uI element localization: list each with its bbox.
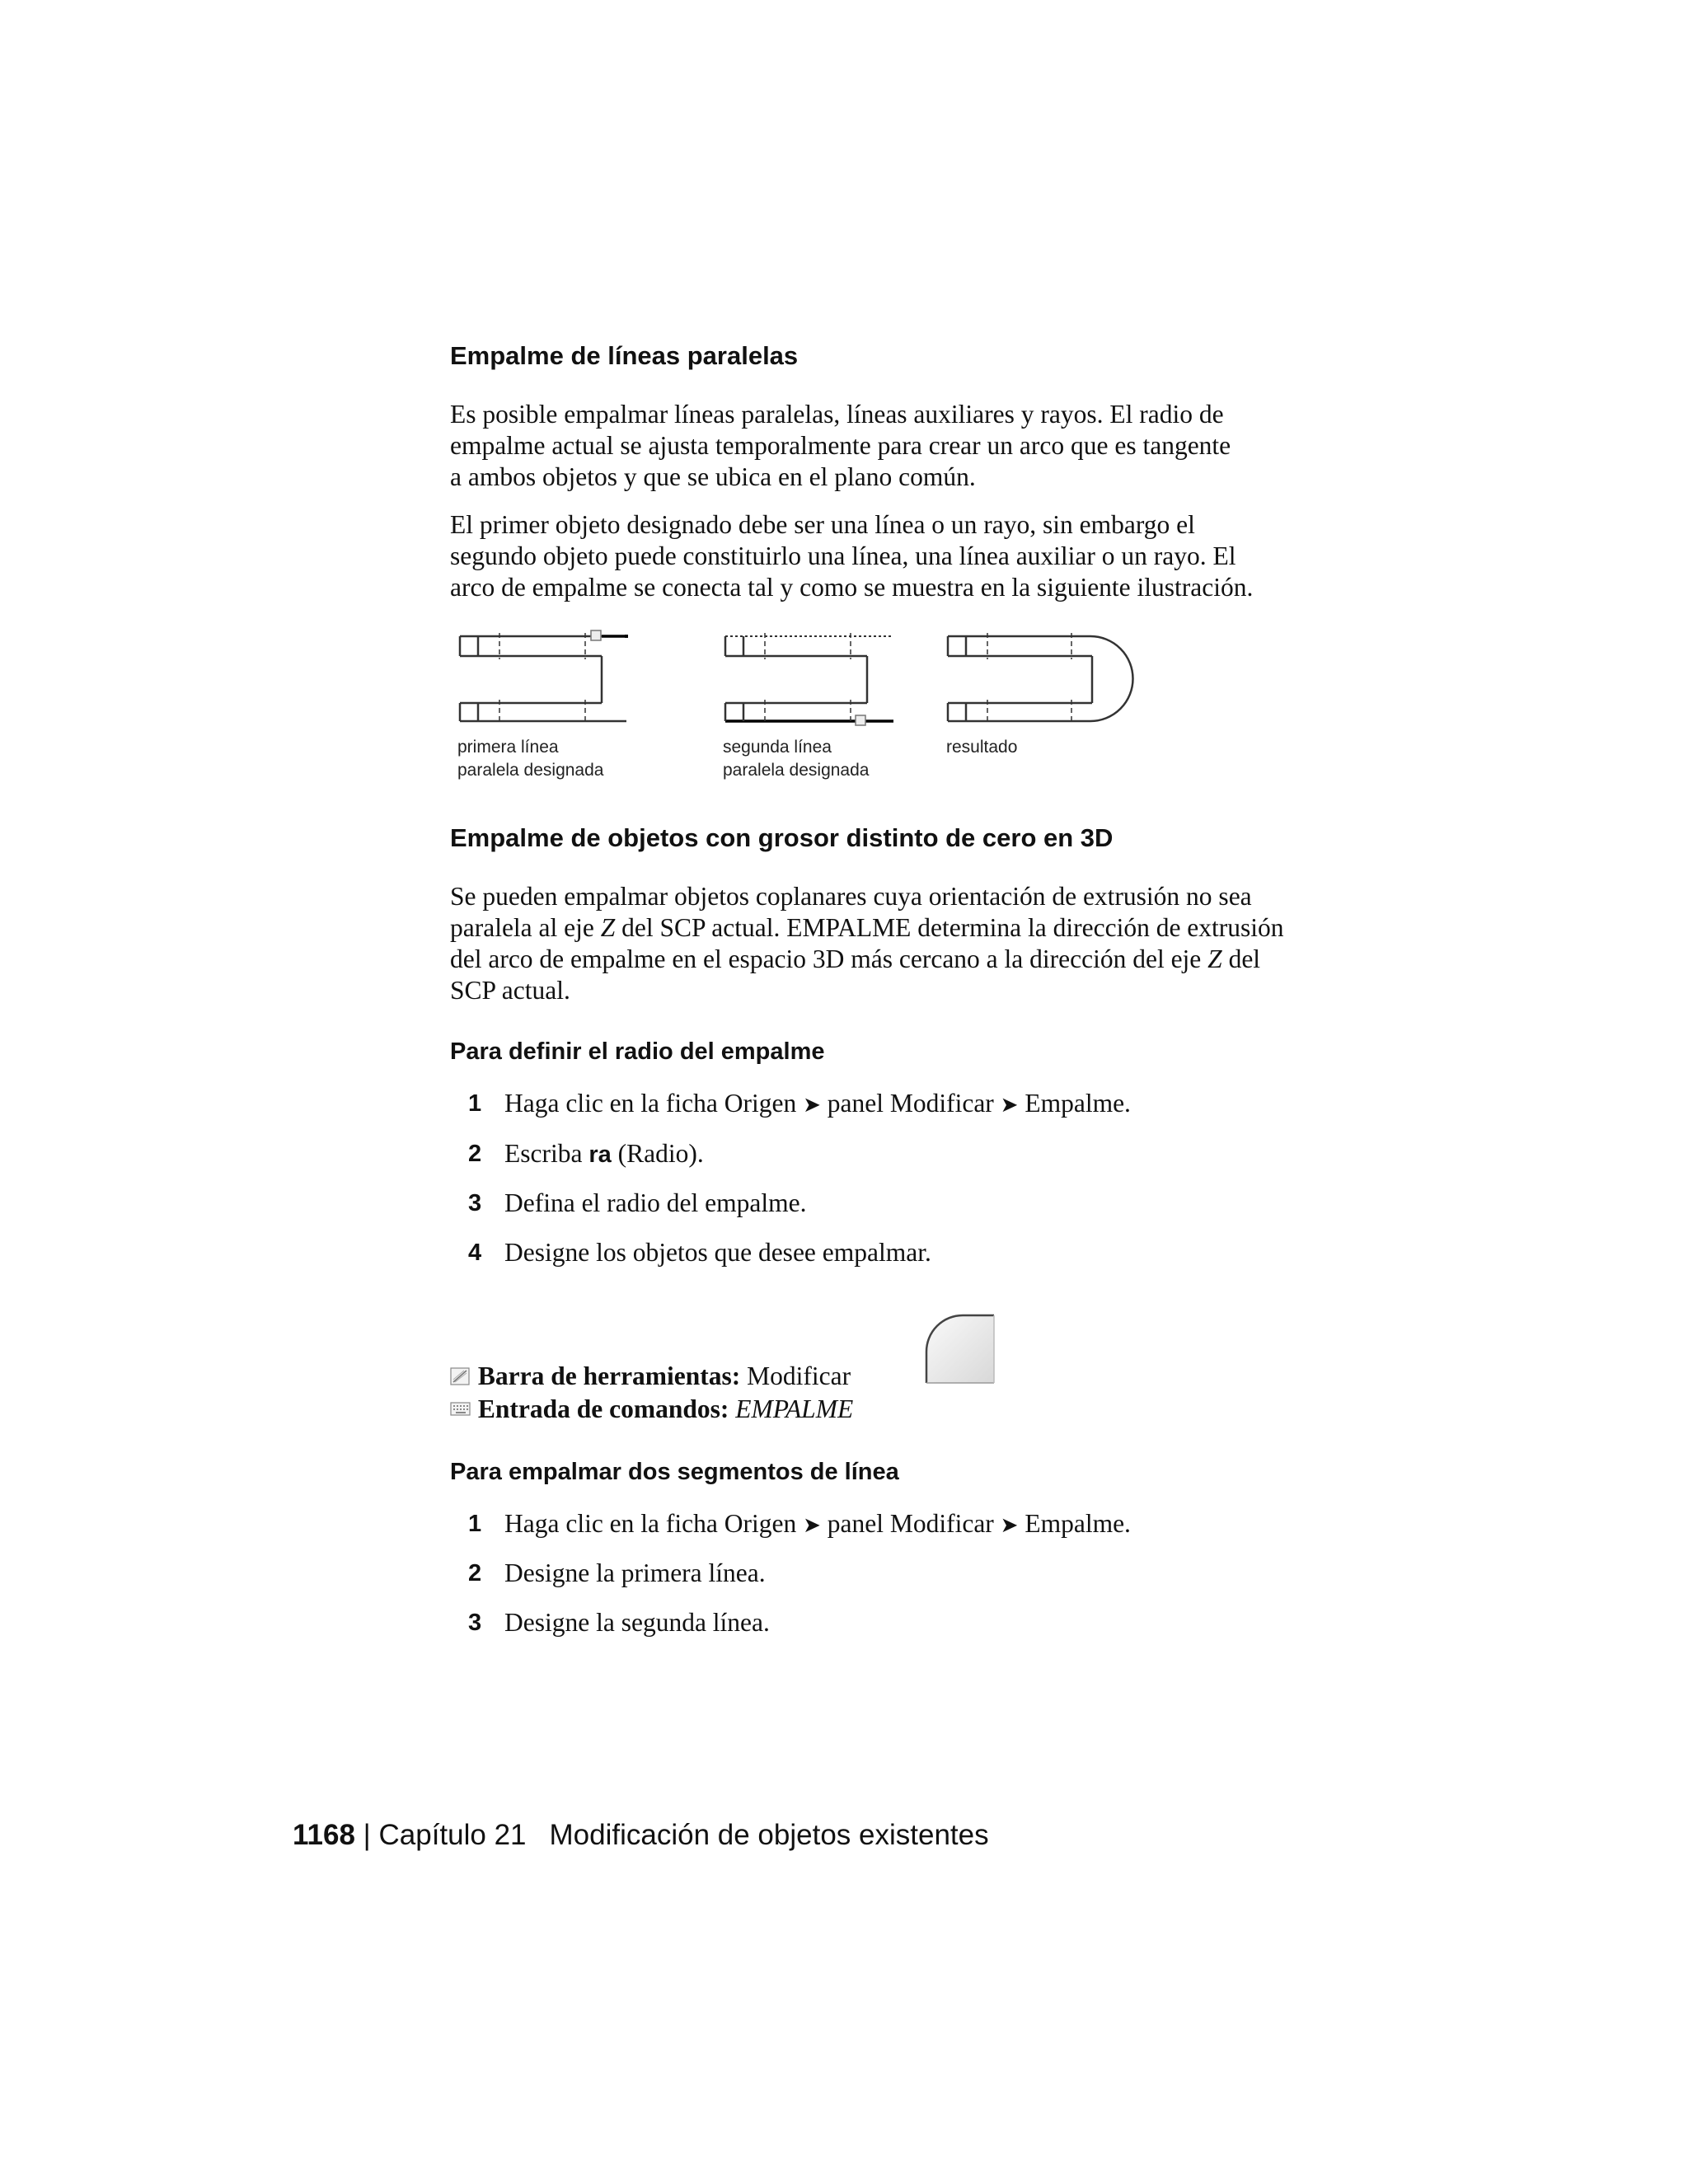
arrow-icon: ➤ [803, 1093, 821, 1117]
paragraph-line: Es posible empalmar líneas paralelas, líneas auxiliares y rayos. El radio de [450, 400, 1224, 429]
step-item [468, 1607, 770, 1638]
step-item [468, 1508, 1131, 1541]
pickbox-icon [856, 715, 865, 725]
text: del SCP actual. EMPALME determina la dirección de extrusión [615, 913, 1284, 942]
text: del arco de empalme en el espacio 3D más cercano a la dirección del eje [450, 944, 1208, 973]
procedure-heading: Para empalmar dos segmentos de línea [450, 1459, 899, 1485]
figure-label-line: segunda línea [723, 738, 832, 757]
step-item [468, 1558, 766, 1589]
toolbar-label: Barra de herramientas: [477, 1361, 741, 1390]
toolbar-reference [450, 1360, 851, 1393]
paragraph-line: SCP actual. [450, 976, 570, 1005]
step-text: Haga clic en la ficha Origen [504, 1089, 804, 1118]
paragraph-line: Se pueden empalmar objetos coplanares cuya orientación de extrusión no sea [450, 882, 1252, 911]
arrow-icon: ➤ [1000, 1513, 1019, 1537]
text: paralela al eje [450, 913, 601, 942]
paragraph-line [450, 912, 1340, 944]
step-item [468, 1188, 807, 1219]
paragraph-line: El primer objeto designado debe ser una línea o un rayo, sin embargo el [450, 510, 1195, 539]
step-text: Designe la segunda línea. [504, 1608, 770, 1637]
step-number: 1 [468, 1511, 482, 1537]
paragraph-line [450, 944, 1340, 975]
step-text: Escriba [504, 1139, 589, 1168]
step-text: Empalme. [1018, 1509, 1131, 1538]
procedure-heading: Para definir el radio del empalme [450, 1038, 825, 1065]
command-keyword: ra [588, 1141, 612, 1168]
paragraph-line: a ambos objetos y que se ubica en el plano común. [450, 462, 976, 491]
step-text: Haga clic en la ficha Origen [504, 1509, 804, 1538]
paragraph-line: empalme actual se ajusta temporalmente para crear un arco que es tangente [450, 431, 1231, 460]
step-number: 4 [468, 1240, 482, 1266]
italic-text: Z [1207, 944, 1222, 973]
page-footer [293, 1818, 989, 1853]
figure-label-line: paralela designada [457, 761, 604, 780]
command-entry-value: EMPALME [729, 1394, 854, 1423]
section-heading: Empalme de líneas paralelas [450, 341, 799, 370]
chapter-title: Modificación de objetos existentes [549, 1819, 989, 1851]
result-diagram [948, 633, 1133, 724]
keyboard-icon [450, 1400, 471, 1418]
command-entry-label: Entrada de comandos: [477, 1394, 729, 1423]
step-text: Defina el radio del empalme. [504, 1188, 807, 1217]
fillet-parallel-lines-figure [445, 618, 1170, 742]
step-number: 3 [468, 1610, 482, 1636]
step-text: Designe la primera línea. [504, 1558, 766, 1587]
step-text: (Radio). [611, 1139, 704, 1168]
italic-text: Z [600, 913, 616, 942]
figure-label [457, 736, 603, 782]
toolbar-value: Modificar [740, 1361, 851, 1390]
step-number: 1 [468, 1090, 482, 1117]
paragraph [450, 399, 1340, 493]
step-text: Designe los objetos que desee empalmar. [504, 1238, 931, 1267]
second-line-diagram [725, 633, 893, 724]
step-number: 2 [468, 1141, 482, 1167]
arrow-icon: ➤ [1000, 1093, 1019, 1117]
paragraph [450, 509, 1340, 603]
footer-separator: | [354, 1819, 379, 1851]
paragraph-line: segundo objeto puede constituirlo una línea, una línea auxiliar o un rayo. El [450, 541, 1236, 570]
step-item [468, 1237, 931, 1268]
step-item [468, 1088, 1131, 1121]
first-line-diagram [460, 633, 628, 724]
step-number: 2 [468, 1560, 482, 1586]
toolbar-icon [450, 1366, 471, 1387]
step-item [468, 1138, 704, 1170]
pickbox-icon [591, 630, 601, 640]
command-entry-reference [450, 1393, 853, 1426]
figure-label [723, 736, 869, 782]
figure-label-line: primera línea [457, 738, 559, 757]
step-number: 3 [468, 1190, 482, 1216]
paragraph [450, 881, 1340, 1006]
fillet-icon [921, 1310, 997, 1386]
paragraph-line: arco de empalme se conecta tal y como se muestra en la siguiente ilustración. [450, 573, 1254, 602]
step-text: Empalme. [1018, 1089, 1131, 1118]
section-heading: Empalme de objetos con grosor distinto de cero en 3D [450, 823, 1114, 852]
chapter-label: Capítulo 21 [378, 1819, 527, 1851]
text: del [1221, 944, 1261, 973]
step-text: panel Modificar [820, 1089, 1001, 1118]
figure-label-line: paralela designada [723, 761, 870, 780]
page-number: 1168 [293, 1819, 355, 1851]
figure-label: resultado [946, 738, 1018, 757]
arrow-icon: ➤ [803, 1513, 821, 1537]
step-text: panel Modificar [820, 1509, 1001, 1538]
